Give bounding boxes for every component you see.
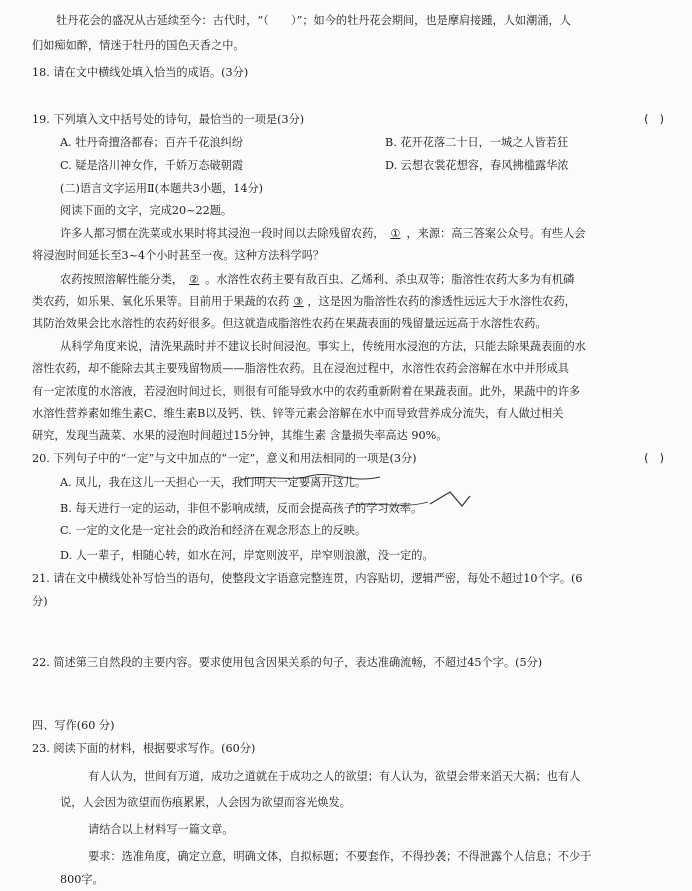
paragraph-line: 有一定浓度的水溶液，若浸泡时间过长，则很有可能导致水中的农药重新附着在果蔬表面。此外，果蔬中的许多 xyxy=(32,385,581,398)
blank-3: ③ xyxy=(293,295,304,308)
paragraph-line: 许多人都习惯在洗菜或水果时将其浸泡一段时间以去除残留农药， ① ，来源：高三答案公众号。有些人会 xyxy=(60,227,586,240)
answer-paren: ( ) xyxy=(644,113,664,126)
material-line: 说，人会因为欲望而伤痕累累，人会因为欲望而容光焕发。 xyxy=(60,796,351,809)
paragraph-line: 溶性农药，却不能除去其主要残留物质——脂溶性农药。且在浸泡过程中，水溶性农药会溶解在水中并形成具 xyxy=(32,362,570,375)
paragraph-line: 农药按照溶解性能分类， ② 。水溶性农药主要有敌百虫、乙烯利、杀虫双等；脂溶性农药大多为有机磷 xyxy=(60,273,575,286)
blank-1: ① xyxy=(390,227,401,240)
option-d: D. 云想衣裳花想容，春风拂槛露华浓 xyxy=(385,159,569,172)
paragraph-line: 其防治效果会比水溶性的农药好很多。但这就造成脂溶性农药在果蔬表面的残留量远远高于水溶性农药。 xyxy=(32,317,547,330)
option-a: A. 凤儿，我在这儿一天担心一天，我们明天一定要离开这儿。 xyxy=(60,476,367,489)
option-c: C. 疑是洛川神女作，千娇万态破朝霞 xyxy=(60,159,244,172)
question-23: 23. 阅读下面的材料，根据要求写作。(60分) xyxy=(32,742,256,755)
paragraph-line: 水溶性营养素如维生素C、维生素B以及钙、铁、锌等元素会溶解在水中而导致营养成分流失，有人做过相关 xyxy=(32,407,564,420)
material-line: 要求：选准角度，确定立意，明确文体，自拟标题；不要套作，不得抄袭；不得泄露个人信息；不少于 xyxy=(88,850,592,863)
option-b: B. 每天进行一定的运动，非但不影响成绩，反而会提高孩子的学习效率。 xyxy=(60,502,423,515)
handwriting-scribble xyxy=(200,444,490,524)
answer-paren: ( ) xyxy=(644,452,664,465)
option-c: C. 一定的文化是一定社会的政治和经济在观念形态上的反映。 xyxy=(60,524,367,537)
question-20: 20. 下列句子中的“一定”与文中加点的“一定”，意义和用法相同的一项是(3分) xyxy=(32,452,417,465)
question-19: 19. 下列填入文中括号处的诗句，最恰当的一项是(3分) xyxy=(32,113,305,126)
question-21-cont: 分) xyxy=(32,595,48,608)
option-d: D. 人一辈子，相随心转，如水在河，岸宽则波平，岸窄则浪激，没一定的。 xyxy=(60,549,434,562)
text-line: 们如痴如醉，情迷于牡丹的国色天香之中。 xyxy=(32,39,245,52)
text-line: 牡丹花会的盛况从古延续至今：古代时，“（ ）”；如今的牡丹花会期间，也是摩肩接踵，人如潮涌，人 xyxy=(56,14,571,27)
material-line: 请结合以上材料写一篇文章。 xyxy=(88,823,234,836)
blank-2: ② xyxy=(189,273,200,286)
paragraph-line: 类农药，如乐果、氧化乐果等。目前用于果蔬的农药 ③ ，这是因为脂溶性农药的渗透性远远大于水溶性农药， xyxy=(32,295,576,308)
paragraph-line: 研究，发现当蔬菜、水果的浸泡时间超过15分钟，其维生素 含量损失率高达 90%。 xyxy=(32,429,448,442)
instruction: 阅读下面的文字，完成20~22题。 xyxy=(60,204,233,217)
material-line: 800字。 xyxy=(60,873,104,886)
paragraph-line: 从科学角度来说，清洗果蔬时并不建议长时间浸泡。事实上，传统用水浸泡的方法，只能去除果蔬表面的水 xyxy=(60,340,586,353)
option-a: A. 牡丹奇擅洛都春；百卉千花浪纠纷 xyxy=(60,136,244,149)
question-21: 21. 请在文中横线处补写恰当的语句，使整段文字语意完整连贯，内容贴切，逻辑严密，每处不超过10个字。(6 xyxy=(32,572,583,585)
question-18: 18. 请在文中横线处填入恰当的成语。(3分) xyxy=(32,66,249,79)
paragraph-line: 将浸泡时间延长至3~4个小时甚至一夜。这种方法科学吗？ xyxy=(32,249,325,262)
section-heading: 四、写作(60 分) xyxy=(32,719,115,732)
material-line: 有人认为，世间有万道，成功之道就在于成功之人的欲望；有人认为，欲望会带来滔天大祸；也有人 xyxy=(88,770,581,783)
section-heading: (二)语言文字运用Ⅱ(本题共3小题，14分) xyxy=(60,182,264,195)
option-b: B. 花开花落二十日，一城之人皆若狂 xyxy=(385,136,569,149)
question-22: 22. 简述第三自然段的主要内容。要求使用包含因果关系的句子，表达准确流畅，不超过45个字。(5分) xyxy=(32,656,543,669)
